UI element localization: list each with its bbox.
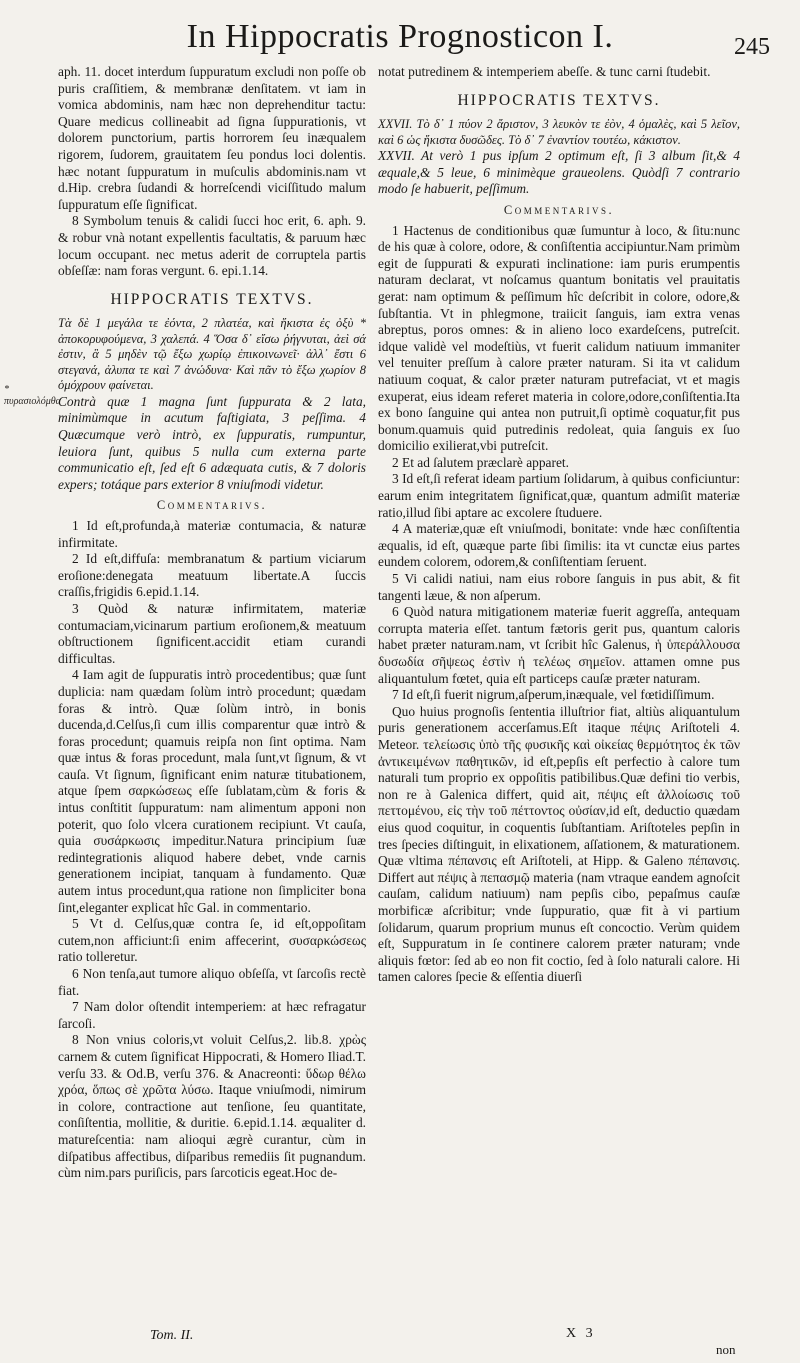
right-column (378, 64, 740, 986)
commentary-paragraph: 5 Vt d. Celſus,quæ contra ſe, id eſt,oppoſitam cutem,non afficiunt:ſi enim affecerint, συσαρκώσεως ratio tolleretur. (58, 916, 366, 965)
commentary-paragraph: 4 A materiæ,quæ eſt vniuſmodi, bonitate: vnde hæc conſiſtentia æqualis, id eſt, quæque parte ſibi ſimilis: ita vt cunctæ eius partes eundem colorem, odorem,& conſiſtentiam ſeruent. (378, 521, 740, 570)
left-column (58, 64, 366, 1182)
catchword: non (716, 1342, 736, 1357)
paragraph: aph. 11. docet interdum ſuppuratum excludi non poſſe ob puris craſſitiem, & membranæ denſitatem. vt iam in vomica abdominis, nam hæc non deprehenditur tactu: Quare medicus collineabit ad ſigna ſuppurationis, vt dolorem punctorium, partis horrorem ſeu inæqualem rigorem, ſudorem, grauitatem ſeu pondus loci dolentis. hæc notant ſuppuratum in muſculis abdominis.nam vt d.Hip. crebra ſudandi & horreſcendi viciſſitudo malum ſuppuratum eſſe ſignificat. (58, 64, 366, 212)
greek-text: Τὰ δὲ 1 μεγάλα τε ἐόντα, 2 πλατέα, καὶ ἥκιστα ἐς ὀξὺ * ἀποκορυφούμενα, 3 χαλεπά. 4 Ὅσα δ᾽ εἴσω ῥήγνυται, ἀεὶ σά ἐστιν, ἃ 5 μηδὲν τῷ ἔξω χωρίῳ ἐπικοινωνεῖ· ἀλλ᾽ ἔστι 6 στεγανά, ἀλυπα τε καὶ 7 ἀνώδυνα· Καὶ πᾶν τὸ ἔξω χωρίον 8 ὁμόχρουν φαίνεται. (58, 316, 366, 393)
commentary-paragraph: 1 Hactenus de conditionibus quæ ſumuntur à loco, & ſitu:nunc de his quæ à colore, odore, & conſiſtentia accipiuntur.Nam primùm egit de ſuppurati & expurati inclinatione: iam puris erumpentis naturam declarat, vt noſcamus quantum bonitatis vel prauitatis gerat: nam optimum & peſſimum hîc deſcribit in colore, odore,& ſubſtantia. Vt in phlegmone, traiicit ſanguis, iam extra venas abreptus, poros omnes: & in alieno loco exardeſcens, putreſcit. idque validè vel modeſtiùs, vt fuerit calidum natiuum immaniter vel tenuiter preſſum à calore præter naturam. Si ita vt calidum natiuum coquat, & calor præter naturam putrefaciat, vt et magis exuperat, eius ideam referet materia in colore,odore,conſiſtentia.Ita ex bono ſanguine qui antea non putruit,ſi optimè coquatur,fit pus bonum.quamuis quid putredinis redoleat, quia ſanguis ex ſuo domicilio exilierat,vbi putreſcit. (378, 222, 740, 454)
margin-note: * πυρασιολόμθα (4, 384, 61, 407)
commentary-paragraph: 1 Id eſt,profunda,à materiæ contumacia, & naturæ infirmitate. (58, 517, 366, 550)
commentary-paragraph: 4 Iam agit de ſuppuratis intrò procedentibus; quæ ſunt duplicia: nam quædam ſolùm intrò procedunt; quædam foras & intrò. Quæ ſolùm intrò, in bonis ducenda,d.Celſus,ſi cum illis comparentur quæ intrò & foras procedunt; quamuis reipſa non ſint optima. Nam quæ intus & foras procedunt, mala ſunt,vt ſignum, & vt cauſa. Vt ſignum, ſignificant enim naturæ titubationem, atque ſpem σαρκώσεως eſſe ſublatam,cùm & foris & intus conſtitit ſuppuratum: nam alimentum apponi non poterit, quo ſolo vlcera curationem recipiunt. Vt cauſa, quia συσάρκωσις impeditur.Natura principium ſuæ redintegrationis aliquod habere debet, vnde carnis generationem incipiat, tanquam à fundamento. Quæ autem intus procedunt,qua ratione non ſimpliciter bona ſint,eleganter explicat hîc Gal. in commentario. (58, 667, 366, 915)
signature-mark: X 3 (566, 1326, 596, 1341)
commentary-paragraph: 2 Et ad ſalutem præclarè apparet. (392, 454, 569, 470)
running-head: In Hippocratis Prognosticon I. (186, 18, 614, 55)
paragraph: notat putredinem & intemperiem abeſſe. & tunc carni ſtudebit. (378, 64, 711, 79)
latin-translation: XXVII. At verò 1 pus ipſum 2 optimum eſt, ſi 3 album ſit,& 4 æquale,& 5 leue, 6 minimèque graueolens. Quòdſi 7 contrario modo ſe habuerit, peſſimum. (378, 148, 740, 197)
latin-translation: Contrà quæ 1 magna ſunt ſuppurata & 2 lata, minimùmque in acutum faſtigiata, 3 peſſima. 4 Quæcumque verò intrò, ex ſuppuratis, rumpuntur, leuiora ſunt, quibus 5 nulla cum externa parte communicatio eſt, ſed eſt 6 adæquata cutis, & 7 doloris expers; totáque pars exterior 8 vniuſmodi videtur. (58, 393, 366, 492)
section-heading: HIPPOCRATIS TEXTVS. (110, 290, 314, 308)
commentary-paragraph: Quo huius prognoſis ſententia illuſtrior fiat, altiùs aliquantulum puris generationem accerſamus.Eſt itaque πέψις Ariſtoteli 4. Meteor. τελείωσις ὑπὸ τῆς φυσικῆς καὶ οἰκείας θερμότητος ἐκ τῶν ἀντικειμένων παθητικῶν, id eſt,pepſis eſt perfectio à calore tum naturali tum proprio ex oppoſitis patibilibus.Quæ defini tio verbis, non re à Galenica differt, quid ait, πέψις eſt ἀλλοίωσις τοῦ πεττομένου, εἰς τὴν τοῦ πέττοντος οὐσίαν,id eſt, deductio quædam eius quod coquitur, in coquentis ſubſtantiam. Ariſtoteles pepſin in tres ſpecies diſtinguit, in elixationem, aſſationem, & maturationem. Quæ vltima πέπανσις eſt Ariſtoteli, at Hipp. & Galeno πέπανσις. Differt aut πέψις à πεπασμῷ materia (nam vtraque eandem agnoſcit cauſam, calidum natiuum) nam pepſis cibo, pepaſmus cauſæ morbificæ aſcribitur; vnde ſuppuratio, quæ fit à vi partium ſolidarum, quarum proprium munus eſt concoctio. Verùm quidem eſt, Suppuratum in ſe continere calorem præter naturam; vnde aliquis fœtor: ſed ab eo non fit coctio, ſed à ſolo naturali calore. Hi tamen calores ſpecie & eſſentia diuerſi (378, 703, 740, 985)
commentary-heading: Commentarivs. (503, 202, 615, 217)
commentary-paragraph: 6 Non tenſa,aut tumore aliquo obſeſſa, vt ſarcoſis rectè fiat. (58, 966, 366, 998)
paragraph: 8 Symbolum tenuis & calidi ſucci hoc erit, 6. aph. 9. & robur vnà notant expellentis facultatis, & paruum hæc locum occupant. nec metus aderit de corruptela partis obſeſſæ: nam foras vergunt. 6. epi.1.14. (58, 213, 366, 279)
commentary-paragraph: 3 Id eſt,ſi referat ideam partium ſolidarum, à quibus conficiuntur: earum enim integritatem ſignificat,quæ, quantum admiſit materiæ ratio,illud ſibi aptare ac excolere ſtuduere. (378, 471, 740, 520)
volume-mark: Tom. II. (150, 1328, 194, 1343)
section-heading: HIPPOCRATIS TEXTVS. (457, 91, 661, 109)
commentary-paragraph: 6 Quòd natura mitigationem materiæ fuerit aggreſſa, antequam corrupta materia eſſet. tantum fætoris gerit pus, quantum caloris habet præter naturam.nam, vt ſcribit hîc Galenus, ἡ ὑπεράλλουσα δυσωδία σῆψεως ἐστὶν ἡ τελέως σημεῖον. attamen omne pus aliquantulum fœtet, quia eſt particeps cauſæ præter naturam. (378, 604, 740, 686)
greek-text: XXVII. Τὸ δ᾽ 1 πύον 2 ἄριστον, 3 λευκὸν τε ἐὸν, 4 ὁμαλὲς, καὶ 5 λεῖον, καὶ 6 ὡς ἥκιστα δυσῶδες. Τὸ δ᾽ 7 ἐναντίον τουτέω, κάκιστον. (378, 117, 740, 147)
commentary-paragraph: 7 Nam dolor oſtendit intemperiem: at hæc refragatur ſarcoſi. (58, 999, 366, 1031)
page-number: 245 (734, 34, 770, 60)
commentary-heading: Commentarivs. (156, 498, 268, 513)
commentary-paragraph: 8 Non vnius coloris,vt voluit Celſus,2. lib.8. χρὼς carnem & cutem ſignificat Hippocrati, & Homero Iliad.T. verſu 33. & Od.B, verſu 376. & Anacreonti: ὕδωρ θέλω χρόα, ὅπως σὲ χρῶτα λύσω. Itaque vniuſmodi, nimirum in colore, contractione aut tenſione, ſeu quantitate, conſiſtentia, mollitie, & duritie. 6.epid.1.14. æqualiter d. matureſcentia: nam alioqui ægrè curantur, cùm in diſpatibus affectibus, diſparibus remediis ſit pugnandum. cùm nim.pars puriſicis, pars ſarcoticis egeat.Hoc de- (58, 1032, 366, 1181)
commentary-paragraph: 2 Id eſt,diffuſa: membranatum & partium viciarum eroſione:denegata meatuum libertate.A ſuccis craſſis,frigidis 6.epid.1.14. (58, 551, 366, 600)
commentary-paragraph: 7 Id eſt,ſi fuerit nigrum,aſperum,inæquale, vel fœtidiſſimum. (392, 687, 715, 703)
commentary-paragraph: 5 Vi calidi natiui, nam eius robore ſanguis in pus abit, & fit tangenti læue, & non aſperum. (378, 571, 740, 603)
commentary-paragraph: 3 Quòd & naturæ infirmitatem, materiæ contumaciam,vicinarum partium eroſionem,& meatuum obſtructionem ſignificent.accidit etiam curandi difficultas. (58, 600, 366, 666)
